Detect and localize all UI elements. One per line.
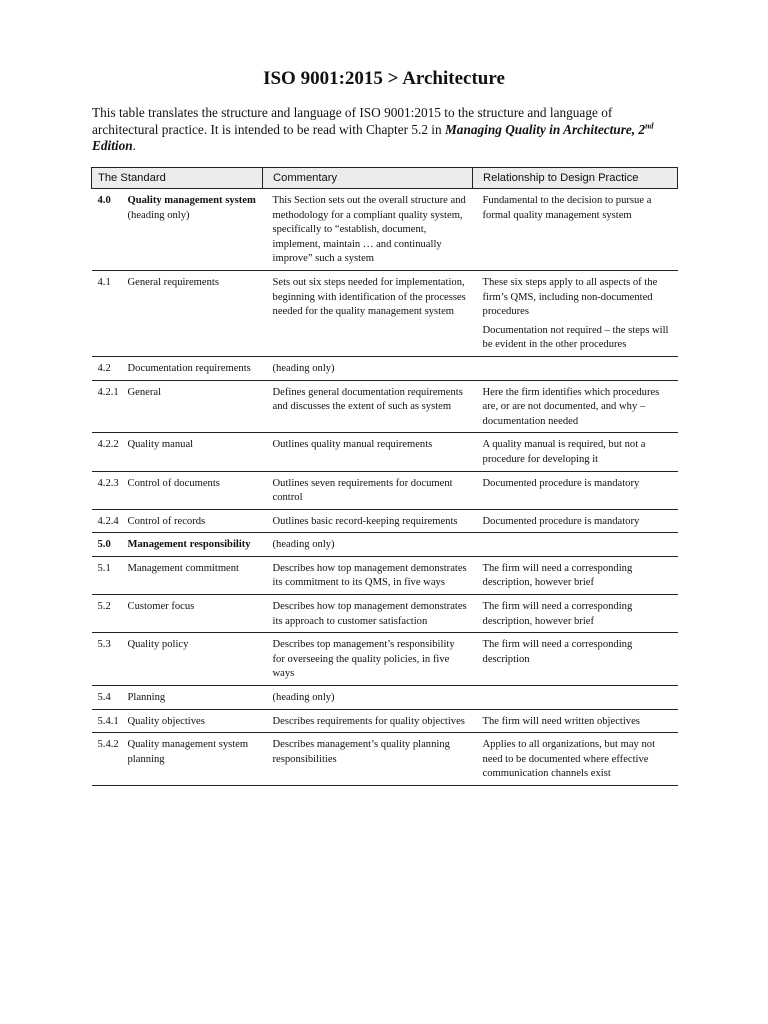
relationship-cell [473, 733, 678, 786]
relationship-cell [473, 509, 678, 533]
table-row [92, 270, 678, 356]
relationship-paragraph: The firm will need a corresponding description, however brief [482, 562, 633, 589]
commentary-cell: Defines general documentation requirements and discusses the extent of such as system [263, 380, 473, 433]
section-number: 5.4 [92, 686, 128, 710]
header-commentary: Commentary [263, 168, 473, 189]
section-label-heading: Management responsibility [127, 539, 251, 551]
intro-paragraph: This table translates the structure and language of ISO 9001:2015 to the structure and language of architectural practice. It is intended to be read with Chapter 5.2 in Managing Quality in Architecture, 2nd Edition. [92, 105, 654, 153]
relationship-cell [473, 556, 678, 594]
page-title: ISO 9001:2015 > Architecture [263, 68, 505, 89]
table-row [92, 471, 678, 509]
section-label: Planning [128, 686, 263, 710]
header-relationship: Relationship to Design Practice [473, 168, 678, 189]
relationship-cell [473, 709, 678, 733]
table-row [92, 356, 678, 380]
relationship-cell [473, 189, 678, 271]
relationship-cell [473, 633, 678, 686]
relationship-paragraph: Applies to all organizations, but may not need to be documented where effective communication channels exist [482, 739, 656, 780]
relationship-cell [473, 595, 678, 633]
commentary-cell: (heading only) [263, 686, 473, 710]
table-row [92, 709, 678, 733]
commentary-cell: Describes how top management demonstrates its commitment to its QMS, in five ways [263, 556, 473, 594]
edition-superscript: nd [645, 121, 654, 131]
section-number: 4.2.4 [92, 509, 128, 533]
relationship-cell [473, 380, 678, 433]
commentary-cell: Describes top management’s responsibility for overseeing the quality policies, in five ways [263, 633, 473, 686]
table-row [92, 433, 678, 471]
commentary-cell: Outlines quality manual requirements [263, 433, 473, 471]
section-number: 4.1 [92, 270, 128, 356]
relationship-paragraph: The firm will need a corresponding description [482, 639, 633, 665]
section-label: Quality objectives [128, 709, 263, 733]
relationship-paragraph: Documented procedure is mandatory [482, 477, 640, 489]
section-label: General requirements [128, 270, 263, 356]
section-number: 4.0 [92, 189, 128, 271]
section-number: 5.4.2 [92, 733, 128, 786]
section-number: 4.2.3 [92, 471, 128, 509]
relationship-cell [473, 471, 678, 509]
table-row [92, 509, 678, 533]
section-number: 5.4.1 [92, 709, 128, 733]
section-number: 5.3 [92, 633, 128, 686]
section-label [128, 189, 263, 271]
relationship-paragraph: These six steps apply to all aspects of the firm’s QMS, including non-documented procedures [482, 276, 658, 318]
relationship-paragraph: Documented procedure is mandatory [482, 515, 640, 527]
section-label: Management commitment [128, 556, 263, 594]
commentary-cell: Outlines seven requirements for document control [263, 471, 473, 509]
relationship-cell [473, 356, 678, 380]
relationship-paragraph: A quality manual is required, but not a procedure for developing it [482, 439, 646, 465]
table-header [92, 168, 678, 189]
table-row [92, 633, 678, 686]
table-row [92, 595, 678, 633]
section-number: 5.1 [92, 556, 128, 594]
section-number: 5.2 [92, 595, 128, 633]
section-label: Quality policy [128, 633, 263, 686]
table-body [92, 189, 678, 786]
relationship-paragraph: Documentation not required – the steps will be evident in the other procedures [482, 324, 669, 351]
iso-mapping-table [91, 167, 678, 786]
section-number: 4.2.2 [92, 433, 128, 471]
commentary-cell: (heading only) [263, 356, 473, 380]
section-label-heading: Quality management system [127, 195, 256, 206]
relationship-paragraph: The firm will need a corresponding description, however brief [482, 601, 633, 627]
table-row [92, 380, 678, 433]
commentary-cell: Sets out six steps needed for implementation, beginning with identification of the processes needed for the quality management system [263, 270, 473, 356]
header-standard: The Standard [92, 168, 263, 189]
relationship-cell [473, 433, 678, 471]
commentary-cell: Describes how top management demonstrates its approach to customer satisfaction [263, 595, 473, 633]
section-label: General [128, 380, 263, 433]
relationship-cell [473, 270, 678, 356]
table-row [92, 733, 678, 786]
commentary-cell: This Section sets out the overall structure and methodology for a compliant quality system, specifically to “establish, document, implement, maintain … and continually improve” such a system [263, 189, 473, 271]
section-label: Customer focus [128, 595, 263, 633]
section-label-note: (heading only) [127, 209, 190, 221]
section-number: 5.0 [92, 533, 128, 557]
intro-text: This table translates the structure and language of ISO 9001:2015 to the structure and language of architectural practice. It is intended to be read with Chapter 5.2 in [92, 105, 613, 137]
section-label: Quality management system planning [128, 733, 263, 786]
relationship-cell [473, 533, 678, 557]
table-row [92, 533, 678, 557]
commentary-cell: (heading only) [263, 533, 473, 557]
commentary-cell: Describes requirements for quality objectives [263, 709, 473, 733]
table-row [92, 556, 678, 594]
table-row [92, 686, 678, 710]
section-number: 4.2.1 [92, 380, 128, 433]
relationship-cell [473, 686, 678, 710]
section-label: Quality manual [128, 433, 263, 471]
section-label: Documentation requirements [128, 356, 263, 380]
relationship-paragraph: Here the firm identifies which procedures are, or are not documented, and why – documentation needed [482, 386, 660, 427]
section-number: 4.2 [92, 356, 128, 380]
section-label: Control of records [128, 509, 263, 533]
relationship-paragraph: Fundamental to the decision to pursue a formal quality management system [482, 195, 652, 221]
section-label [128, 533, 263, 557]
commentary-cell: Describes management’s quality planning responsibilities [263, 733, 473, 786]
book-title: Managing Quality in Architecture, 2nd Edition [92, 121, 654, 153]
section-label: Control of documents [128, 471, 263, 509]
commentary-cell: Outlines basic record-keeping requirements [263, 509, 473, 533]
table-row [92, 189, 678, 271]
relationship-paragraph: The firm will need written objectives [482, 715, 640, 727]
